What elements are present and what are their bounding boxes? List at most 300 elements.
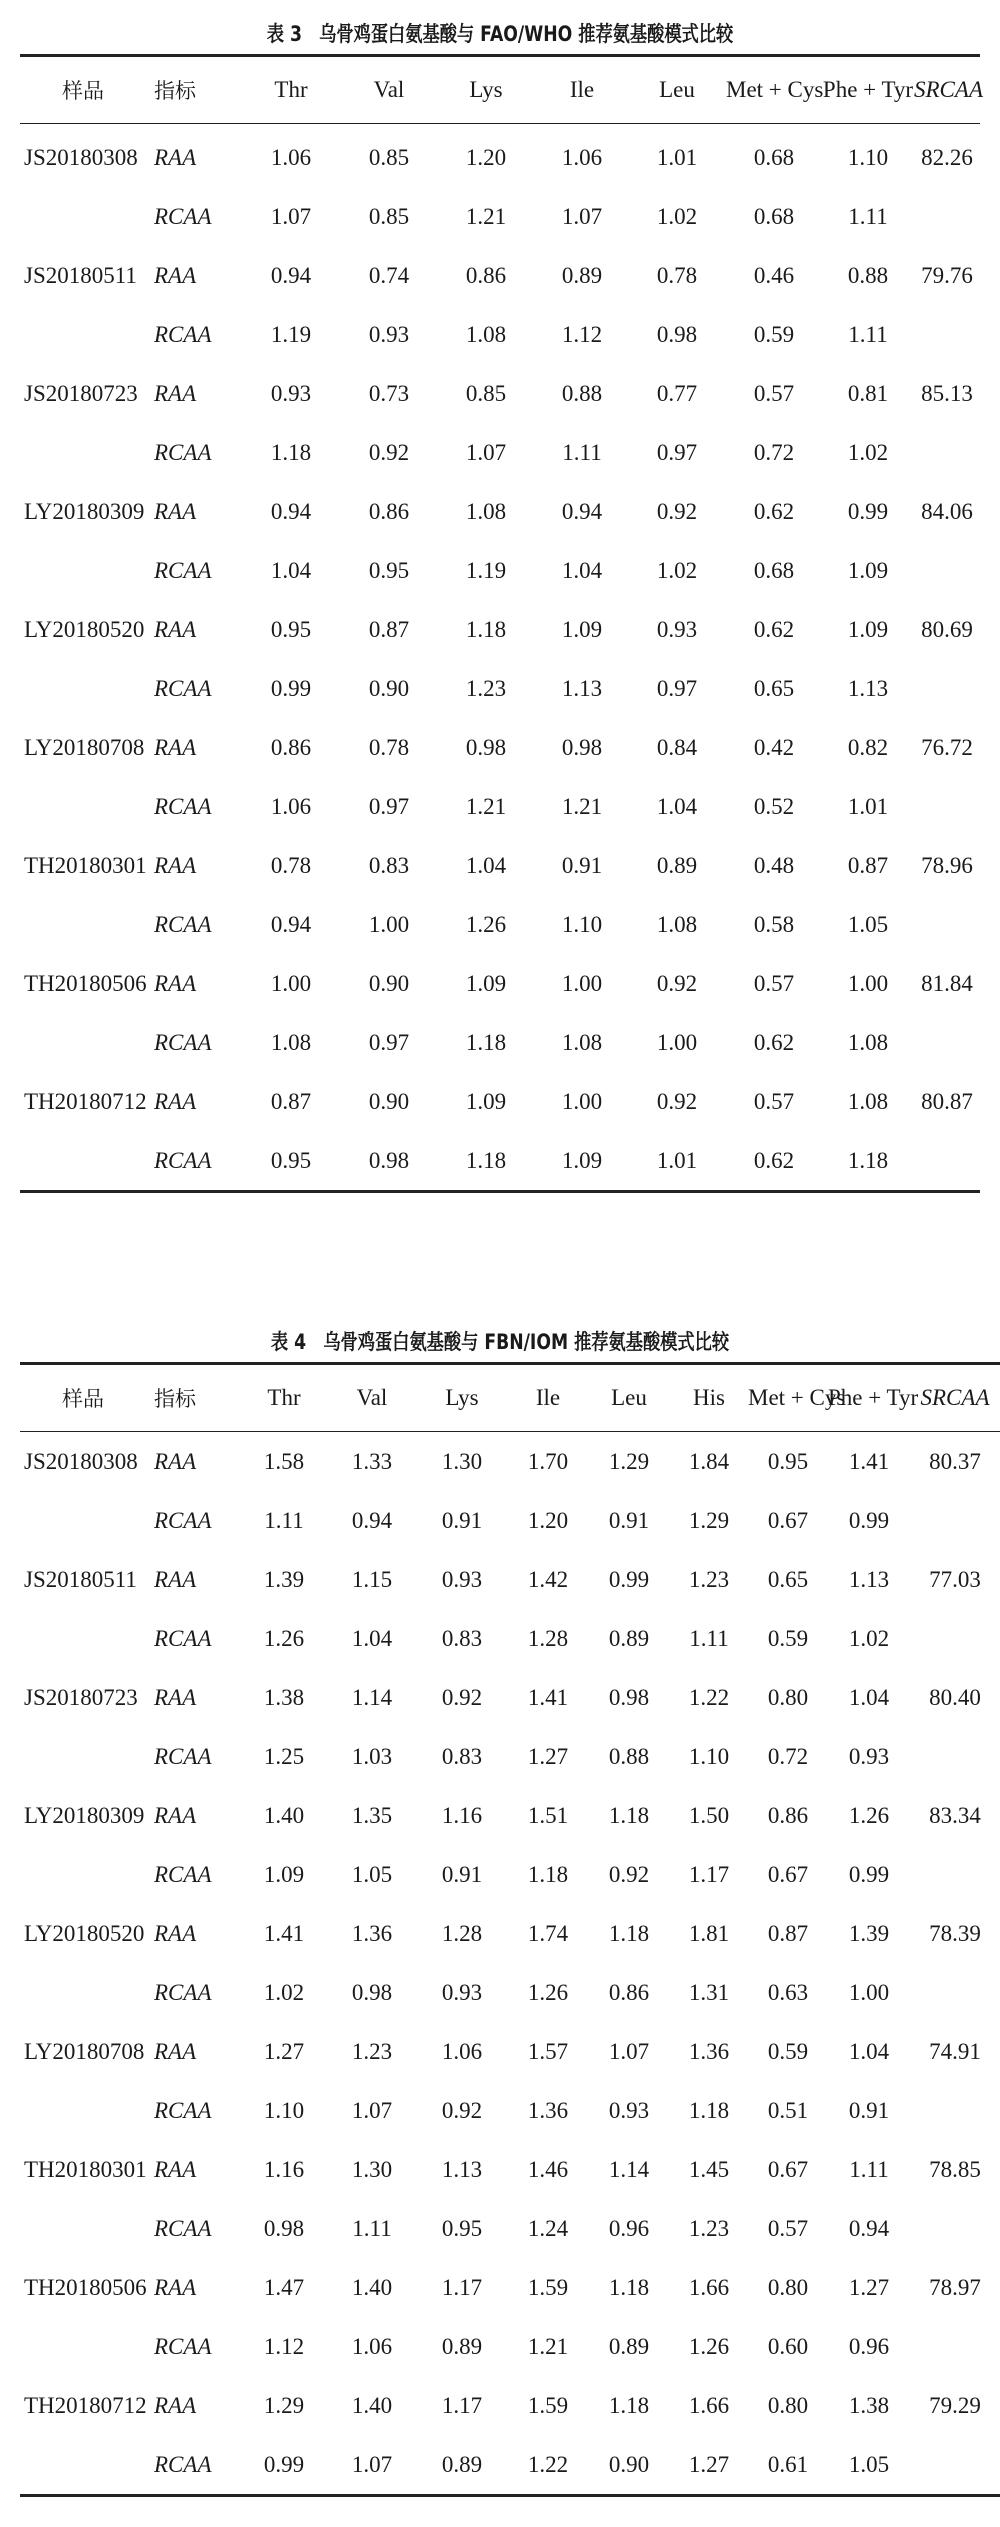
value-cell: 1.18 [608, 1920, 650, 1946]
value-cell: 0.98 [608, 1684, 650, 1710]
value-cell: 0.98 [561, 734, 603, 760]
indicator-cell: RAA [154, 1448, 197, 1474]
indicator-cell: RCAA [154, 2451, 212, 2477]
value-cell: 0.90 [368, 970, 410, 996]
value-cell: 1.29 [688, 1507, 730, 1533]
value-cell: 0.83 [441, 1625, 483, 1651]
value-cell: 0.94 [270, 498, 312, 524]
value-cell: 1.16 [263, 2156, 305, 2182]
sample-cell: LY20180520 [24, 1920, 145, 1946]
indicator-cell: RCAA [154, 911, 212, 937]
value-cell: 0.58 [753, 911, 795, 937]
value-cell: 0.95 [270, 616, 312, 642]
value-cell: 1.81 [688, 1920, 730, 1946]
indicator-cell: RAA [154, 2038, 197, 2064]
value-cell: 0.89 [561, 262, 603, 288]
table-row [20, 541, 980, 600]
value-cell: 0.87 [847, 852, 889, 878]
value-cell: 0.62 [753, 616, 795, 642]
table-row [20, 1845, 1000, 1904]
srcaa-cell: 77.03 [929, 1566, 981, 1592]
value-cell: 0.80 [767, 2274, 809, 2300]
value-cell: 0.95 [441, 2215, 483, 2241]
table-3-header-6: Leu [628, 56, 726, 124]
value-cell: 1.04 [848, 1684, 890, 1710]
table-row [20, 718, 980, 777]
srcaa-cell [910, 2081, 1000, 2140]
value-cell: 1.07 [351, 2451, 393, 2477]
value-cell: 0.98 [368, 1147, 410, 1173]
value-cell: 0.94 [351, 1507, 393, 1533]
value-cell: 0.92 [656, 970, 698, 996]
value-cell: 1.19 [465, 557, 507, 583]
sample-cell: TH20180506 [24, 2274, 147, 2300]
value-cell: 1.30 [351, 2156, 393, 2182]
sample-cell: JS20180511 [24, 1566, 137, 1592]
indicator-cell: RCAA [154, 1979, 212, 2005]
value-cell: 0.89 [441, 2451, 483, 2477]
value-cell: 1.02 [656, 203, 698, 229]
value-cell: 1.29 [608, 1448, 650, 1474]
table-3-header-4: Lys [436, 56, 536, 124]
indicator-cell: RCAA [154, 675, 212, 701]
srcaa-cell: 78.96 [921, 852, 973, 878]
indicator-cell: RAA [154, 616, 197, 642]
value-cell: 1.38 [848, 2392, 890, 2418]
value-cell: 0.62 [753, 1147, 795, 1173]
table-4-header-4: Lys [416, 1364, 508, 1432]
sample-cell: LY20180520 [24, 616, 145, 642]
value-cell: 0.57 [753, 380, 795, 406]
indicator-cell: RAA [154, 1684, 197, 1710]
value-cell: 1.11 [848, 203, 888, 229]
srcaa-cell: 80.40 [929, 1684, 981, 1710]
indicator-cell: RCAA [154, 1625, 212, 1651]
value-cell: 1.50 [688, 1802, 730, 1828]
sample-cell [20, 423, 146, 482]
sample-cell: JS20180308 [24, 1448, 138, 1474]
value-cell: 1.02 [848, 1625, 890, 1651]
value-cell: 1.13 [441, 2156, 483, 2182]
table-row [20, 1131, 980, 1192]
table-row [20, 954, 980, 1013]
srcaa-cell [914, 1131, 980, 1192]
value-cell: 0.59 [767, 2038, 809, 2064]
value-cell: 0.95 [368, 557, 410, 583]
table-4-header-8: Met + Cys [748, 1364, 828, 1432]
sample-cell [20, 305, 146, 364]
table-4-block [20, 1322, 990, 2497]
value-cell: 1.18 [608, 2392, 650, 2418]
indicator-cell: RAA [154, 262, 197, 288]
value-cell: 0.57 [753, 970, 795, 996]
value-cell: 1.04 [656, 793, 698, 819]
value-cell: 0.57 [753, 1088, 795, 1114]
value-cell: 0.81 [847, 380, 889, 406]
srcaa-cell: 79.29 [929, 2392, 981, 2418]
table-3-header-3: Val [342, 56, 436, 124]
table-row [20, 2317, 1000, 2376]
table-row [20, 1786, 1000, 1845]
srcaa-cell: 82.26 [921, 144, 973, 170]
table-row [20, 124, 980, 188]
sample-cell: LY20180309 [24, 1802, 145, 1828]
value-cell: 1.70 [527, 1448, 569, 1474]
table-3-header-8: Phe + Tyr [822, 56, 914, 124]
srcaa-cell [914, 659, 980, 718]
value-cell: 1.21 [465, 203, 507, 229]
value-cell: 0.77 [656, 380, 698, 406]
table-row [20, 1963, 1000, 2022]
srcaa-cell [914, 1013, 980, 1072]
value-cell: 0.91 [608, 1507, 650, 1533]
value-cell: 1.20 [527, 1507, 569, 1533]
value-cell: 0.61 [767, 2451, 809, 2477]
value-cell: 0.98 [263, 2215, 305, 2241]
table-4-header-1: 指标 [146, 1364, 240, 1432]
value-cell: 1.07 [465, 439, 507, 465]
value-cell: 0.85 [368, 203, 410, 229]
value-cell: 1.59 [527, 2274, 569, 2300]
value-cell: 0.68 [753, 203, 795, 229]
value-cell: 1.23 [688, 2215, 730, 2241]
value-cell: 0.93 [848, 1743, 890, 1769]
srcaa-cell [914, 423, 980, 482]
value-cell: 1.18 [465, 616, 507, 642]
value-cell: 0.85 [465, 380, 507, 406]
value-cell: 1.09 [847, 557, 889, 583]
value-cell: 1.35 [351, 1802, 393, 1828]
value-cell: 0.59 [753, 321, 795, 347]
value-cell: 1.46 [527, 2156, 569, 2182]
value-cell: 0.87 [767, 1920, 809, 1946]
value-cell: 0.97 [656, 675, 698, 701]
table-4-header-0: 样品 [20, 1364, 146, 1432]
value-cell: 0.78 [270, 852, 312, 878]
value-cell: 0.90 [368, 675, 410, 701]
srcaa-cell: 78.85 [929, 2156, 981, 2182]
sample-cell [20, 2081, 146, 2140]
value-cell: 0.59 [767, 1625, 809, 1651]
table-4-header-3: Val [328, 1364, 416, 1432]
value-cell: 0.98 [465, 734, 507, 760]
table-3-header-5: Ile [536, 56, 628, 124]
value-cell: 0.99 [847, 498, 889, 524]
table-row [20, 187, 980, 246]
value-cell: 0.89 [656, 852, 698, 878]
value-cell: 0.92 [441, 2097, 483, 2123]
table-row [20, 1904, 1000, 1963]
indicator-cell: RAA [154, 1566, 197, 1592]
value-cell: 1.08 [847, 1029, 889, 1055]
sample-cell [20, 2199, 146, 2258]
table-row [20, 1668, 1000, 1727]
sample-cell [20, 2317, 146, 2376]
value-cell: 0.83 [441, 1743, 483, 1769]
value-cell: 1.18 [527, 1861, 569, 1887]
value-cell: 1.02 [847, 439, 889, 465]
value-cell: 1.07 [561, 203, 603, 229]
srcaa-cell: 80.37 [929, 1448, 981, 1474]
sample-cell [20, 777, 146, 836]
value-cell: 0.84 [656, 734, 698, 760]
value-cell: 1.41 [848, 1448, 890, 1474]
sample-cell: JS20180511 [24, 262, 137, 288]
sample-cell: TH20180301 [24, 2156, 147, 2182]
value-cell: 0.88 [608, 1743, 650, 1769]
sample-cell [20, 2435, 146, 2496]
value-cell: 1.07 [608, 2038, 650, 2064]
value-cell: 0.51 [767, 2097, 809, 2123]
indicator-cell: RAA [154, 1802, 197, 1828]
table-row [20, 659, 980, 718]
value-cell: 1.22 [688, 1684, 730, 1710]
value-cell: 0.89 [441, 2333, 483, 2359]
value-cell: 1.26 [848, 1802, 890, 1828]
value-cell: 1.18 [688, 2097, 730, 2123]
table-row [20, 1072, 980, 1131]
value-cell: 1.04 [465, 852, 507, 878]
srcaa-cell: 81.84 [921, 970, 973, 996]
value-cell: 1.11 [849, 2156, 889, 2182]
sample-cell [20, 1131, 146, 1192]
table-4 [20, 1362, 1000, 2497]
srcaa-cell [910, 1727, 1000, 1786]
table-4-header-row [20, 1364, 1000, 1432]
value-cell: 0.92 [441, 1684, 483, 1710]
value-cell: 1.07 [351, 2097, 393, 2123]
value-cell: 1.28 [441, 1920, 483, 1946]
table-4-header-9: Phe + Tyr [828, 1364, 910, 1432]
table-row [20, 2140, 1000, 2199]
value-cell: 1.58 [263, 1448, 305, 1474]
value-cell: 1.09 [263, 1861, 305, 1887]
table-4-header-7: His [670, 1364, 748, 1432]
sample-cell: JS20180308 [24, 144, 138, 170]
value-cell: 0.92 [368, 439, 410, 465]
table-row [20, 1432, 1000, 1492]
value-cell: 0.68 [753, 144, 795, 170]
indicator-cell: RCAA [154, 439, 212, 465]
value-cell: 1.08 [465, 498, 507, 524]
indicator-cell: RCAA [154, 203, 212, 229]
srcaa-cell [914, 187, 980, 246]
table-row [20, 1013, 980, 1072]
value-cell: 0.99 [263, 2451, 305, 2477]
table-row [20, 305, 980, 364]
value-cell: 0.93 [368, 321, 410, 347]
value-cell: 0.99 [608, 1566, 650, 1592]
value-cell: 0.86 [270, 734, 312, 760]
value-cell: 0.91 [561, 852, 603, 878]
value-cell: 0.91 [848, 2097, 890, 2123]
sample-cell [20, 1609, 146, 1668]
indicator-cell: RAA [154, 1920, 197, 1946]
srcaa-cell: 80.87 [921, 1088, 973, 1114]
indicator-cell: RAA [154, 144, 197, 170]
value-cell: 0.48 [753, 852, 795, 878]
value-cell: 1.18 [465, 1147, 507, 1173]
sample-cell: LY20180708 [24, 734, 145, 760]
srcaa-cell [910, 2317, 1000, 2376]
value-cell: 1.40 [351, 2274, 393, 2300]
value-cell: 1.11 [264, 1507, 304, 1533]
value-cell: 1.14 [608, 2156, 650, 2182]
value-cell: 1.40 [351, 2392, 393, 2418]
indicator-cell: RAA [154, 852, 197, 878]
indicator-cell: RCAA [154, 557, 212, 583]
table-row [20, 2199, 1000, 2258]
value-cell: 1.04 [848, 2038, 890, 2064]
table-row [20, 482, 980, 541]
value-cell: 0.97 [656, 439, 698, 465]
value-cell: 1.22 [527, 2451, 569, 2477]
value-cell: 0.92 [656, 1088, 698, 1114]
value-cell: 1.33 [351, 1448, 393, 1474]
value-cell: 0.87 [368, 616, 410, 642]
srcaa-cell [910, 1963, 1000, 2022]
table-row [20, 364, 980, 423]
srcaa-cell [914, 895, 980, 954]
value-cell: 1.18 [608, 1802, 650, 1828]
value-cell: 1.26 [465, 911, 507, 937]
value-cell: 0.95 [270, 1147, 312, 1173]
indicator-cell: RAA [154, 380, 197, 406]
value-cell: 0.91 [441, 1861, 483, 1887]
value-cell: 0.98 [656, 321, 698, 347]
table-row [20, 2258, 1000, 2317]
value-cell: 1.31 [688, 1979, 730, 2005]
value-cell: 1.06 [270, 144, 312, 170]
value-cell: 1.23 [351, 2038, 393, 2064]
value-cell: 0.78 [368, 734, 410, 760]
indicator-cell: RCAA [154, 1507, 212, 1533]
table-3-header-1: 指标 [146, 56, 240, 124]
sample-cell: JS20180723 [24, 1684, 138, 1710]
sample-cell: LY20180708 [24, 2038, 145, 2064]
value-cell: 1.24 [527, 2215, 569, 2241]
indicator-cell: RCAA [154, 1743, 212, 1769]
table-row [20, 423, 980, 482]
srcaa-cell [914, 777, 980, 836]
sample-cell: TH20180301 [24, 852, 147, 878]
table-3-caption: 表 3 乌骨鸡蛋白氨基酸与 FAO/WHO 推荐氨基酸模式比较 [266, 22, 734, 46]
value-cell: 1.08 [465, 321, 507, 347]
value-cell: 0.63 [767, 1979, 809, 2005]
srcaa-cell: 74.91 [929, 2038, 981, 2064]
value-cell: 1.39 [263, 1566, 305, 1592]
value-cell: 0.67 [767, 2156, 809, 2182]
sample-cell: TH20180712 [24, 2392, 147, 2418]
value-cell: 1.26 [527, 1979, 569, 2005]
value-cell: 0.73 [368, 380, 410, 406]
value-cell: 1.00 [561, 970, 603, 996]
srcaa-cell [914, 305, 980, 364]
srcaa-cell [910, 1491, 1000, 1550]
sample-cell [20, 659, 146, 718]
value-cell: 0.91 [441, 1507, 483, 1533]
table-row [20, 1727, 1000, 1786]
value-cell: 1.06 [561, 144, 603, 170]
indicator-cell: RAA [154, 2274, 197, 2300]
sample-cell: TH20180712 [24, 1088, 147, 1114]
sample-cell: JS20180723 [24, 380, 138, 406]
value-cell: 1.15 [351, 1566, 393, 1592]
table-4-caption: 表 4 乌骨鸡蛋白氨基酸与 FBN/IOM 推荐氨基酸模式比较 [270, 1330, 730, 1354]
indicator-cell: RAA [154, 734, 197, 760]
value-cell: 1.40 [263, 1802, 305, 1828]
value-cell: 1.27 [688, 2451, 730, 2477]
srcaa-cell [914, 541, 980, 600]
value-cell: 0.78 [656, 262, 698, 288]
indicator-cell: RAA [154, 498, 197, 524]
value-cell: 0.97 [368, 1029, 410, 1055]
value-cell: 1.19 [270, 321, 312, 347]
value-cell: 0.67 [767, 1507, 809, 1533]
table-row [20, 2435, 1000, 2496]
table-row [20, 600, 980, 659]
value-cell: 1.13 [847, 675, 889, 701]
value-cell: 0.93 [656, 616, 698, 642]
table-row [20, 777, 980, 836]
sample-cell: TH20180506 [24, 970, 147, 996]
value-cell: 0.89 [608, 2333, 650, 2359]
table-row [20, 1609, 1000, 1668]
value-cell: 1.01 [656, 1147, 698, 1173]
sample-cell [20, 1491, 146, 1550]
value-cell: 1.10 [688, 1743, 730, 1769]
indicator-cell: RCAA [154, 793, 212, 819]
value-cell: 1.41 [263, 1920, 305, 1946]
value-cell: 1.27 [263, 2038, 305, 2064]
indicator-cell: RCAA [154, 1861, 212, 1887]
value-cell: 1.06 [441, 2038, 483, 2064]
table-4-header-10: SRCAA [910, 1364, 1000, 1432]
value-cell: 1.12 [263, 2333, 305, 2359]
srcaa-cell: 83.34 [929, 1802, 981, 1828]
value-cell: 1.16 [441, 1802, 483, 1828]
indicator-cell: RCAA [154, 1029, 212, 1055]
value-cell: 0.65 [767, 1566, 809, 1592]
table-row [20, 895, 980, 954]
value-cell: 1.04 [351, 1625, 393, 1651]
value-cell: 0.99 [848, 1861, 890, 1887]
value-cell: 1.09 [561, 1147, 603, 1173]
value-cell: 0.92 [656, 498, 698, 524]
value-cell: 1.04 [270, 557, 312, 583]
value-cell: 1.05 [847, 911, 889, 937]
srcaa-cell: 85.13 [921, 380, 973, 406]
value-cell: 1.17 [441, 2274, 483, 2300]
value-cell: 1.11 [562, 439, 602, 465]
value-cell: 1.18 [465, 1029, 507, 1055]
value-cell: 0.46 [753, 262, 795, 288]
value-cell: 0.87 [270, 1088, 312, 1114]
value-cell: 1.01 [656, 144, 698, 170]
value-cell: 0.88 [561, 380, 603, 406]
value-cell: 1.28 [527, 1625, 569, 1651]
value-cell: 0.95 [767, 1448, 809, 1474]
table-row [20, 2376, 1000, 2435]
indicator-cell: RAA [154, 2156, 197, 2182]
value-cell: 0.89 [608, 1625, 650, 1651]
value-cell: 1.47 [263, 2274, 305, 2300]
value-cell: 1.84 [688, 1448, 730, 1474]
table-3 [20, 54, 983, 1193]
indicator-cell: RCAA [154, 321, 212, 347]
value-cell: 1.66 [688, 2392, 730, 2418]
value-cell: 0.86 [368, 498, 410, 524]
